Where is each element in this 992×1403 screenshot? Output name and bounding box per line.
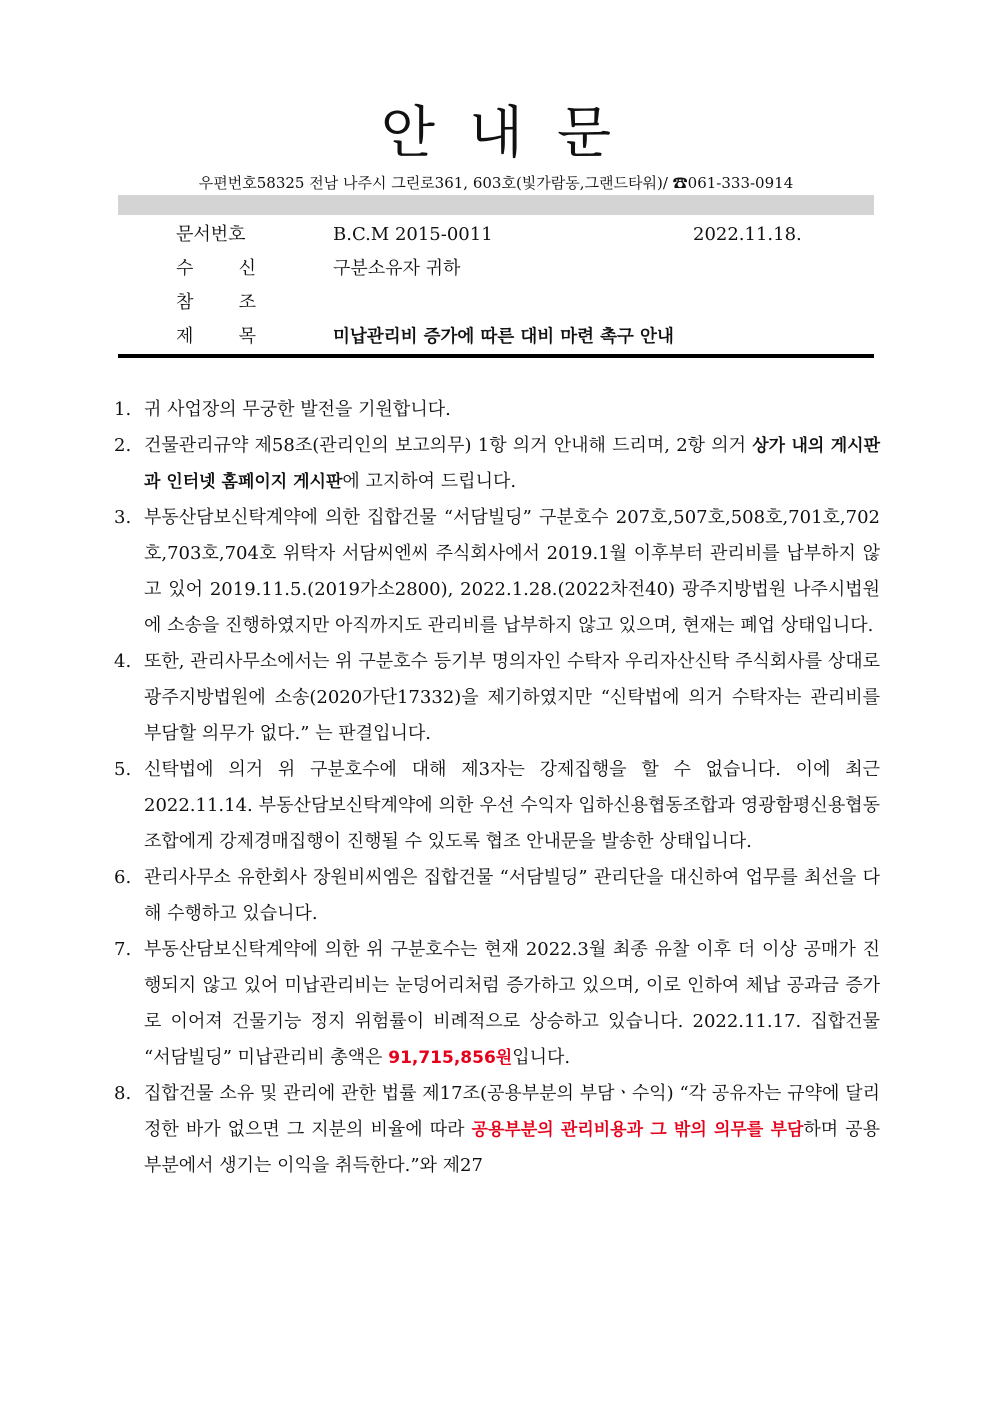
document-title: 안내문 [380, 101, 646, 166]
meta-row-doc-no [118, 218, 874, 252]
bold-text: 상가 내의 게시판과 인터넷 홈페이지 게시판 [144, 436, 880, 492]
list-item [108, 428, 880, 500]
list-item [108, 392, 880, 428]
item-number: 2. [114, 435, 132, 456]
item-number: 1. [114, 399, 132, 420]
subject-value: 미납관리비 증가에 따른 대비 마련 촉구 안내 [333, 327, 674, 347]
item-text: 건물관리규약 제58조(관리인의 보고의무) 1항 의거 안내해 드리며, 2항 의거 [144, 435, 753, 456]
item-text: 귀 사업장의 무궁한 발전을 기원합니다. [144, 399, 451, 420]
meta-row-reference [118, 286, 874, 320]
document-meta [118, 218, 874, 354]
header-divider-bar [118, 195, 874, 215]
item-text: 입니다. [512, 1047, 571, 1068]
item-text: 부동산담보신탁계약에 의한 위 구분호수는 현재 2022.3월 최종 유찰 이후 더 이상 공매가 진행되지 않고 있어 미납관리비는 눈덩어리처럼 증가하고 있으며, 이로 인하여 체납 공과금 증가로 이어져 건물기능 정지 위험률이 비례적으로 상승하고 있습니다. 2022.11.17. 집합건물 “서담빌딩” 미납관리비 총액은 [144, 939, 880, 1068]
item-number: 7. [114, 939, 132, 960]
recipient-label: 수 신 [176, 258, 256, 279]
list-item [108, 644, 880, 752]
header-rule [118, 354, 874, 358]
notice-body [108, 392, 880, 1184]
item-text: 에 고지하여 드립니다. [342, 471, 517, 492]
item-number: 8. [114, 1083, 132, 1104]
sender-address: 우편번호58325 전남 나주시 그린로361, 603호(빛가람동,그랜드타워)/ ☎061-333-0914 [198, 174, 794, 192]
list-item [108, 1076, 880, 1184]
doc-no-label: 문서번호 [176, 224, 246, 245]
item-number: 3. [114, 507, 132, 528]
document-date: 2022.11.18. [693, 224, 802, 245]
list-item [108, 932, 880, 1076]
highlighted-text: 공용부분의 관리비용과 그 밖의 의무를 부담 [471, 1120, 804, 1140]
item-text: 또한, 관리사무소에서는 위 구분호수 등기부 명의자인 수탁자 우리자산신탁 주식회사를 상대로 광주지방법원에 소송(2020가단17332)을 제기하였지만 “신탁법에 의거 수탁자는 관리비를 부담할 의무가 없다.” 는 판결입니다. [144, 651, 880, 744]
item-number: 4. [114, 651, 132, 672]
item-number: 5. [114, 759, 132, 780]
meta-row-recipient [118, 252, 874, 286]
item-text: 관리사무소 유한회사 장원비씨엠은 집합건물 “서담빌딩” 관리단을 대신하여 업무를 최선을 다해 수행하고 있습니다. [144, 867, 880, 924]
subject-label: 제 목 [176, 326, 256, 347]
list-item [108, 860, 880, 932]
item-number: 6. [114, 867, 132, 888]
list-item [108, 500, 880, 644]
doc-no-value: B.C.M 2015-0011 [333, 224, 493, 245]
recipient-value: 구분소유자 귀하 [333, 258, 461, 279]
item-text: 하며 공용부분에서 생기는 이익을 취득한다.”와 제27 [144, 1119, 880, 1176]
list-item [108, 752, 880, 860]
reference-label: 참 조 [176, 292, 256, 313]
item-text: 신탁법에 의거 위 구분호수에 대해 제3자는 강제집행을 할 수 없습니다. 이에 최근 2022.11.14. 부동산담보신탁계약에 의한 우선 수익자 입하신용협동조합과 영광함평신용협동조합에게 강제경매집행이 진행될 수 있도록 협조 안내문을 발송한 상태입니다. [144, 759, 880, 852]
meta-row-subject [118, 320, 874, 354]
item-text: 부동산담보신탁계약에 의한 집합건물 “서담빌딩” 구분호수 207호,507호,508호,701호,702호,703호,704호 위탁자 서담씨엔씨 주식회사에서 2019.1월 이후부터 관리비를 납부하지 않고 있어 2019.11.5.(2019가소2800), 2022.1.28.(2022차전40) 광주지방법원 나주시법원에 소송을 진행하였지만 아직까지도 관리비를 납부하지 않고 있으며, 현재는 폐업 상태입니다. [144, 507, 880, 636]
highlighted-text: 91,715,856원 [388, 1048, 513, 1068]
item-text: 집합건물 소유 및 관리에 관한 법률 제17조(공용부분의 부담ㆍ수익) “각 공유자는 규약에 달리 정한 바가 없으면 그 지분의 비율에 따라 [144, 1083, 880, 1140]
